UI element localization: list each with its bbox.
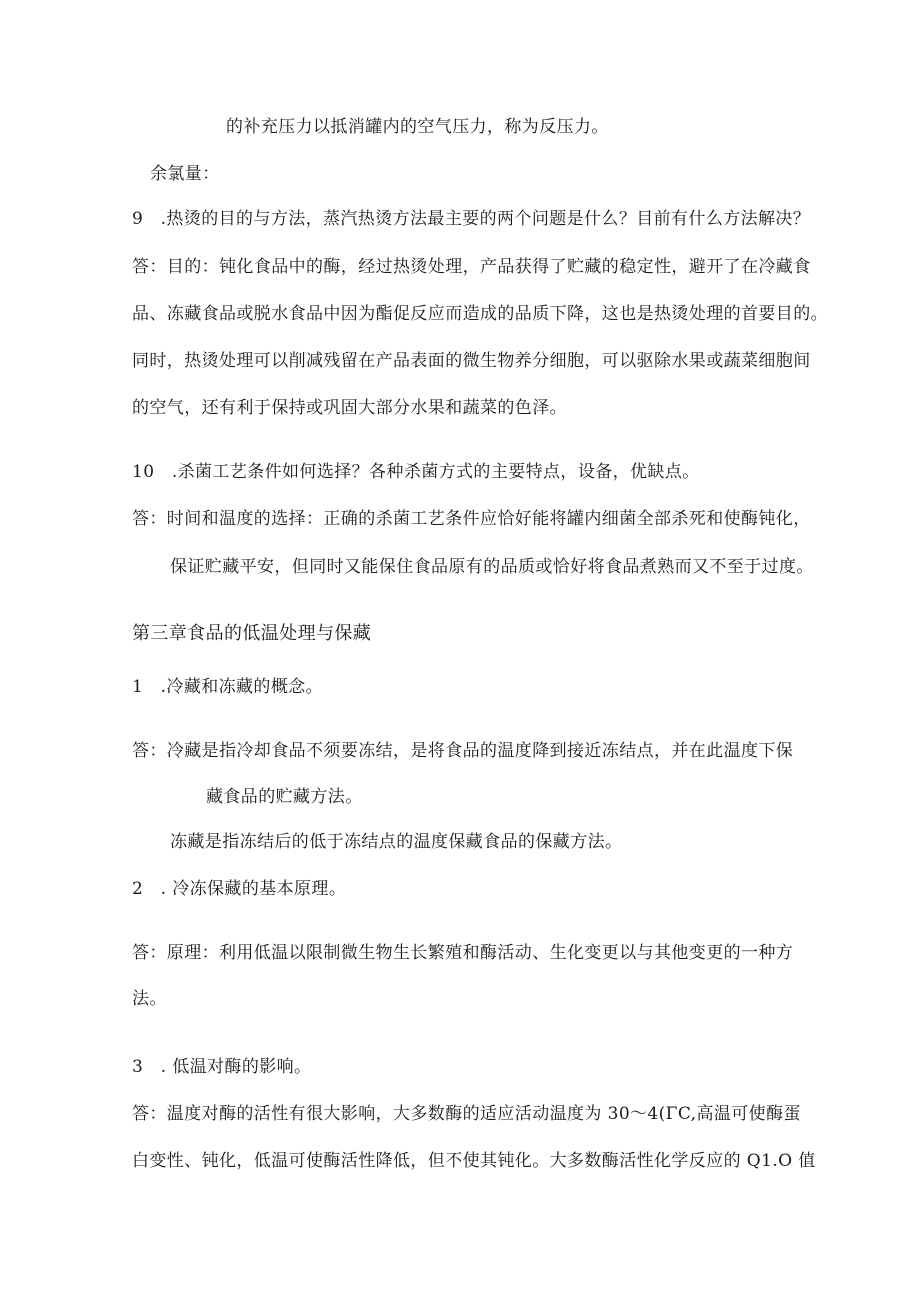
answer-10-line-1: 答：时间和温度的选择：正确的杀菌工艺条件应恰好能将罐内细菌全部杀死和使酶钝化， — [132, 509, 811, 529]
text-line-1: 的补充压力以抵消罐内的空气压力，称为反压力。 — [226, 117, 609, 137]
answer-2-line-1: 答：原理：利用低温以限制微生物生长繁殖和酶活动、生化变更以与其他变更的一种方 — [132, 943, 794, 963]
answer-9-line-3: 同时，热烫处理可以削减残留在产品表面的微生物养分细胞，可以驱除水果或蔬菜细胞间 — [132, 351, 811, 371]
chapter-heading: 第三章食品的低温处理与保藏 — [132, 623, 372, 644]
question-3: 3 . 低温对酶的影响。 — [132, 1057, 312, 1077]
text-line-2: 余氯量： — [150, 164, 220, 184]
answer-2-line-2: 法。 — [132, 989, 167, 1009]
question-10: 10 .杀菌工艺条件如何选择？各种杀菌方式的主要特点，设备，优缺点。 — [132, 462, 700, 482]
answer-3-line-2: 白变性、钝化，低温可使酶活性降低，但不使其钝化。大多数酶活性化学反应的 Q1.O 值 — [132, 1151, 816, 1171]
answer-9-line-4: 的空气，还有利于保持或巩固大部分水果和蔬菜的色泽。 — [132, 398, 567, 418]
question-2: 2 . 冷冻保藏的基本原理。 — [132, 879, 347, 899]
answer-1-line-1: 答：冷藏是指冷却食品不须要冻结，是将食品的温度降到接近冻结点，并在此温度下保 — [132, 741, 794, 761]
answer-10-line-2: 保证贮藏平安，但同时又能保住食品原有的品质或恰好将食品煮熟而又不至于过度。 — [170, 557, 814, 577]
answer-1-line-3: 冻藏是指冻结后的低于冻结点的温度保藏食品的保藏方法。 — [170, 832, 623, 852]
answer-9-line-2: 品、冻藏食品或脱水食品中因为酯促反应而造成的品质下降，这也是热烫处理的首要目的。 — [132, 304, 828, 324]
question-9: 9 .热烫的目的与方法，蒸汽热烫方法最主要的两个问题是什么？目前有什么方法解决？ — [132, 209, 811, 229]
answer-3-line-1: 答：温度对酶的活性有很大影响，大多数酶的适应活动温度为 30～4(ΓC,高温可使酶蛋 — [132, 1104, 801, 1124]
answer-1-line-2: 藏食品的贮藏方法。 — [206, 787, 363, 807]
answer-9-line-1: 答：目的：钝化食品中的酶，经过热烫处理，产品获得了贮藏的稳定性，避开了在冷藏食 — [132, 257, 811, 277]
question-1: 1 .冷藏和冻藏的概念。 — [132, 677, 324, 697]
